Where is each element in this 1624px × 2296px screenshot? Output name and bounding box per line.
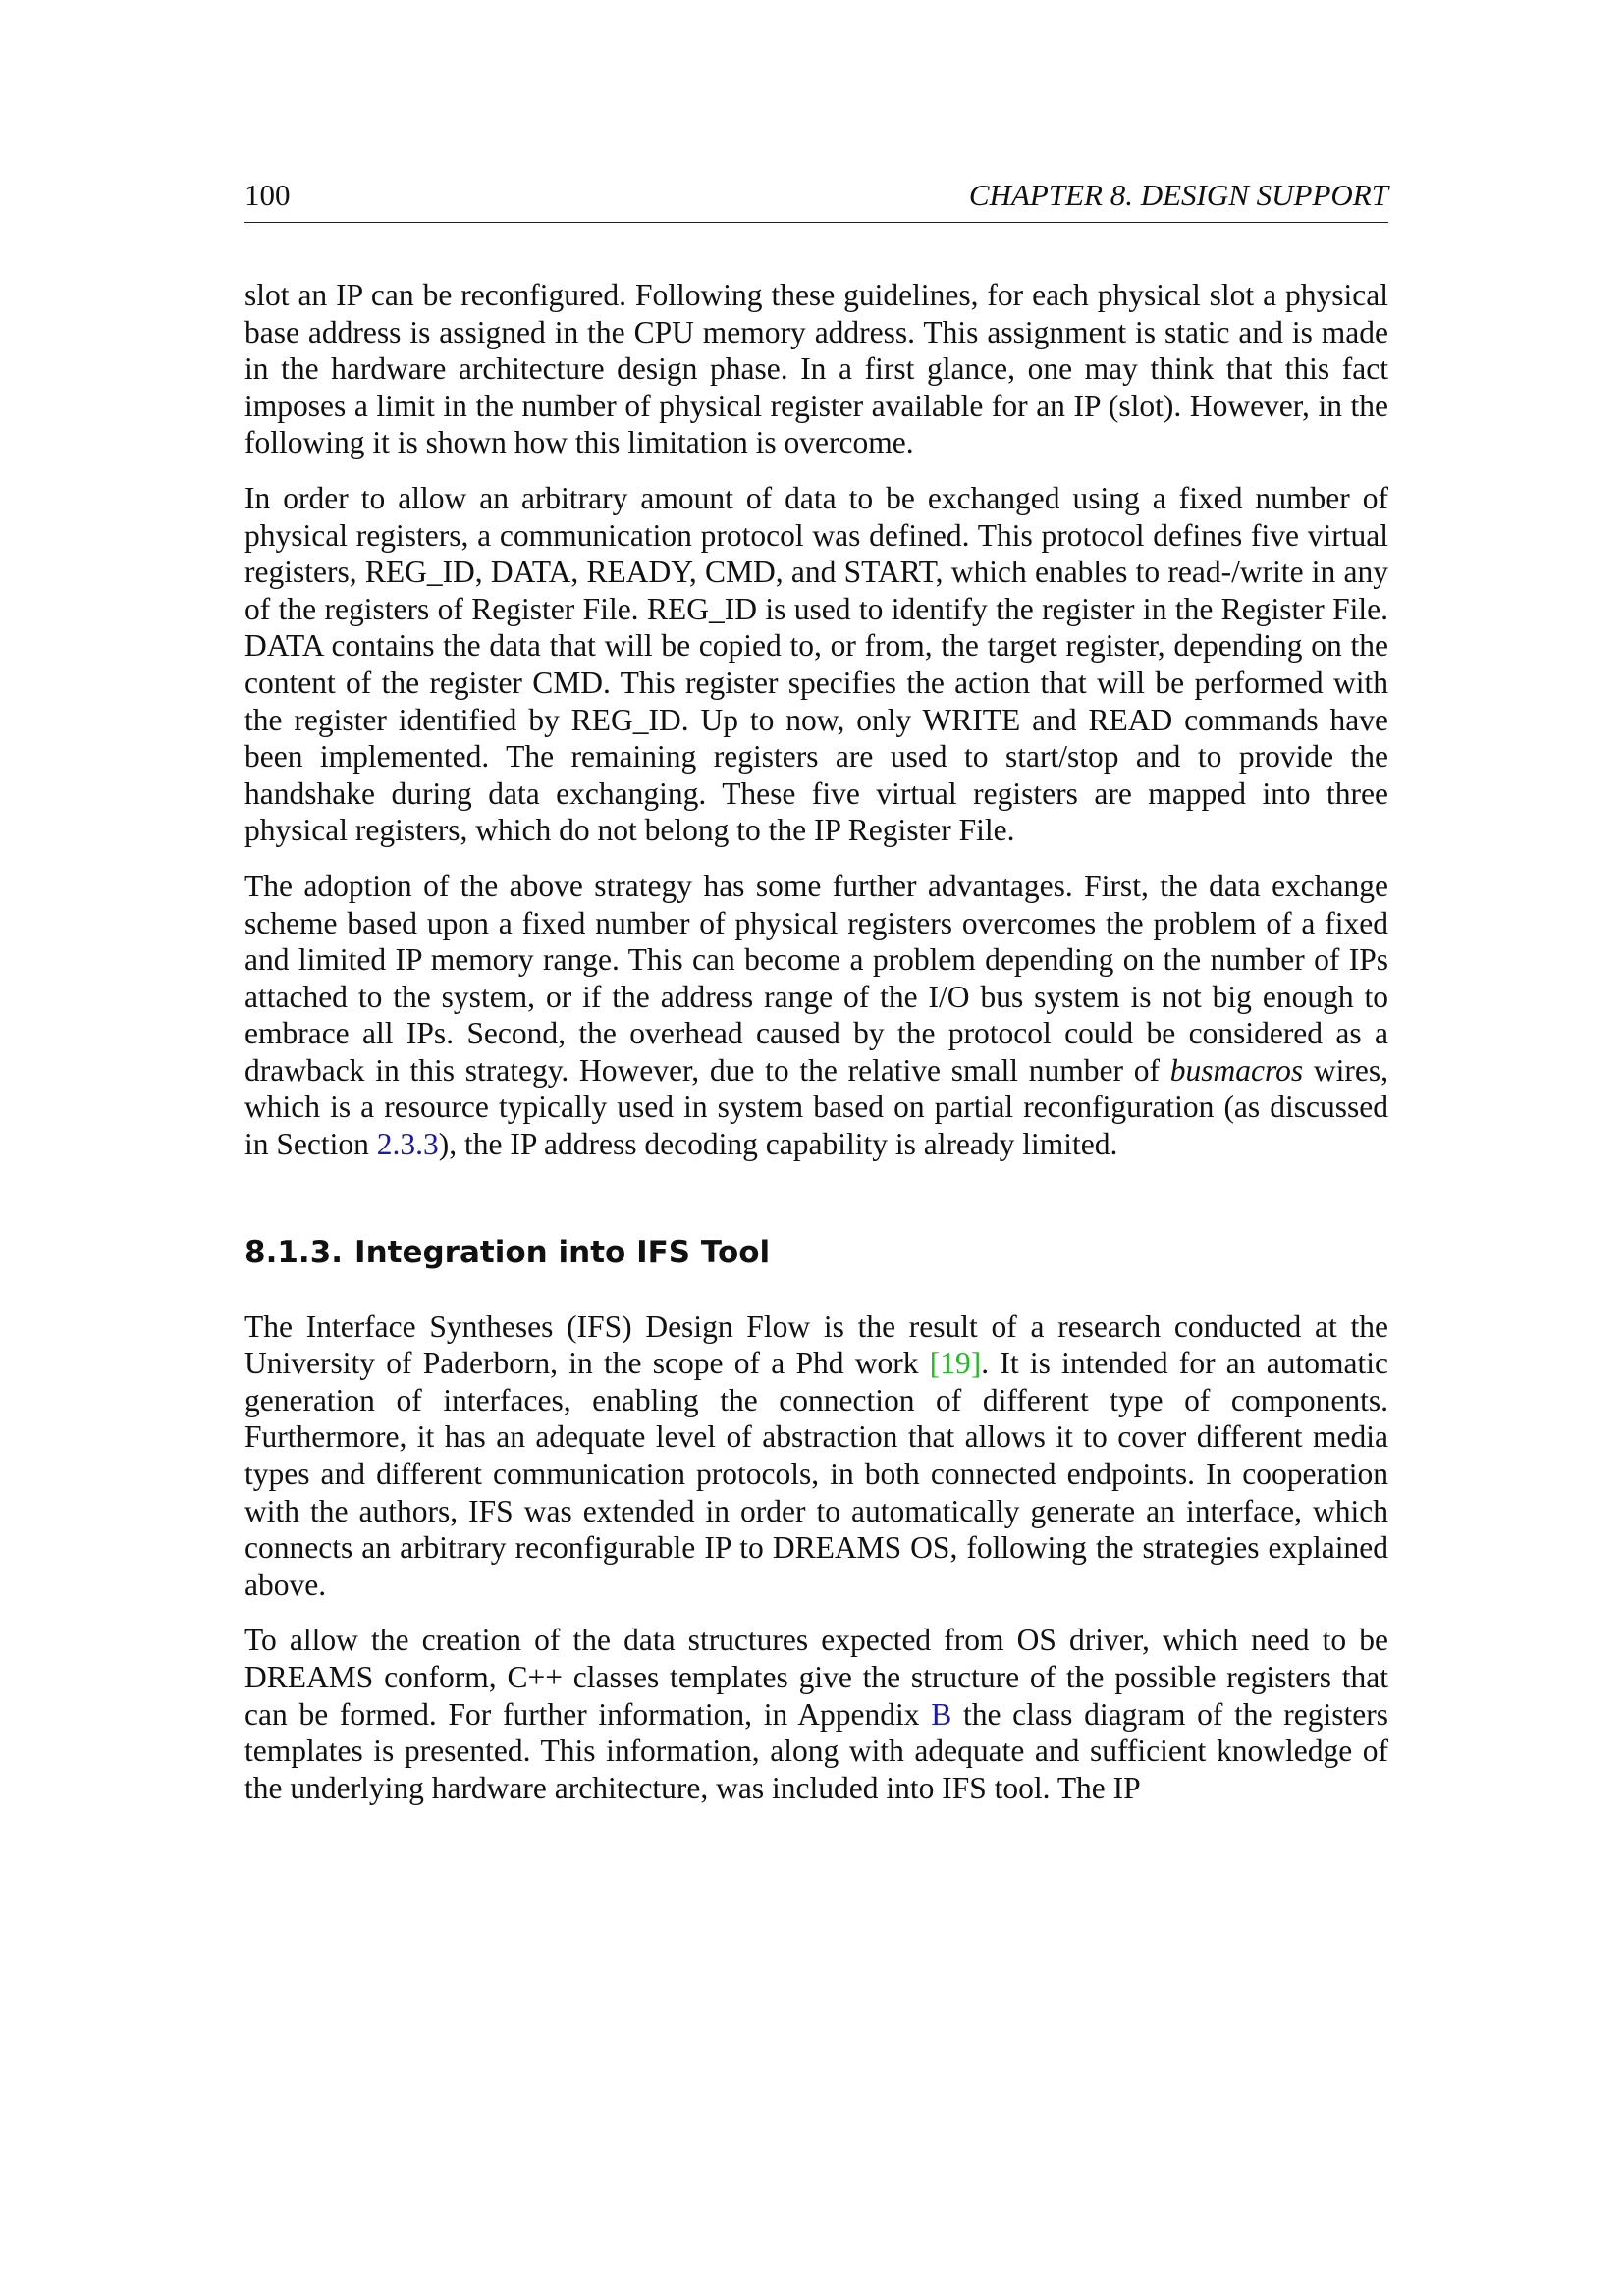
paragraph-3: [244, 868, 1388, 1163]
paragraph-3-text-c: ), the IP address decoding capability is already limited.: [438, 1127, 1118, 1162]
section-heading: [244, 1234, 1388, 1271]
paragraph-2: In order to allow an arbitrary amount of data to be exchanged using a fixed number of physical registers, a communication protocol was defined. This protocol defines five virtual registers, REG_ID, DATA, READY, CMD, and START, which enables to read-/write in any of the registers of Register File. REG_ID is used to identify the register in the Register File. DATA contains the data that will be copied to, or from, the target register, depending on the content of the register CMD. This register specifies the action that will be performed with the register identified by REG_ID. Up to now, only WRITE and READ commands have been implemented. The remaining registers are used to start/stop and to provide the handshake during data exchanging. These five virtual registers are mapped into three physical registers, which do not belong to the IP Register File.: [244, 480, 1388, 848]
paragraph-4: [244, 1308, 1388, 1604]
running-header: [244, 177, 1388, 223]
appendix-reference-link[interactable]: B: [931, 1696, 952, 1732]
chapter-title: CHAPTER 8. DESIGN SUPPORT: [968, 178, 1388, 212]
paragraph-5-text-a: To allow the creation of the data structures expected from OS driver, which need to be DREAMS conform, C++ classes templates give the structure of the possible registers that can be formed. For further information, in Appendix: [244, 1623, 1388, 1732]
section-title: Integration into IFS Tool: [354, 1234, 771, 1270]
paragraph-5: [244, 1622, 1388, 1806]
citation-link[interactable]: [19]: [929, 1346, 982, 1381]
body-text: [244, 277, 1388, 1825]
busmacros-term: busmacros: [1169, 1052, 1304, 1088]
section-reference-link[interactable]: 2.3.3: [376, 1127, 439, 1162]
page-number: 100: [244, 178, 291, 212]
paragraph-5-text-b: the class diagram of the registers templates is presented. This information, along with adequate and sufficient knowledge of the underlying hardware architecture, was included into IFS tool. The IP: [244, 1696, 1388, 1805]
paragraph-3-text-a: The adoption of the above strategy has some further advantages. First, the data exchange scheme based upon a fixed number of physical registers overcomes the problem of a fixed and limited IP memory range. This can become a problem depending on the number of IPs attached to the system, or if the address range of the I/O bus system is not big enough to embrace all IPs. Second, the overhead caused by the protocol could be considered as a drawback in this strategy. However, due to the relative small number of: [244, 868, 1388, 1088]
paragraph-1: slot an IP can be reconfigured. Following these guidelines, for each physical slot a physical base address is assigned in the CPU memory address. This assignment is static and is made in the hardware architecture design phase. In a first glance, one may think that this fact imposes a limit in the number of physical register available for an IP (slot). However, in the following it is shown how this limitation is overcome.: [244, 278, 1388, 460]
paragraph-4-text-a: The Interface Syntheses (IFS) Design Flow is the result of a research conducted at the University of Paderborn, in the scope of a Phd work: [244, 1308, 1388, 1381]
paragraph-3-text-b: wires, which is a resource typically used in system based on partial reconfiguration (as discussed in Section: [244, 1052, 1388, 1162]
paragraph-4-text-b: . It is intended for an automatic generation of interfaces, enabling the connection of different type of components. Furthermore, it has an adequate level of abstraction that allows it to cover different media types and different communication protocols, in both connected endpoints. In cooperation with the authors, IFS was extended in order to automatically generate an interface, which connects an arbitrary reconfigurable IP to DREAMS OS, following the strategies explained above.: [244, 1346, 1388, 1602]
section-number: 8.1.3.: [244, 1234, 344, 1270]
